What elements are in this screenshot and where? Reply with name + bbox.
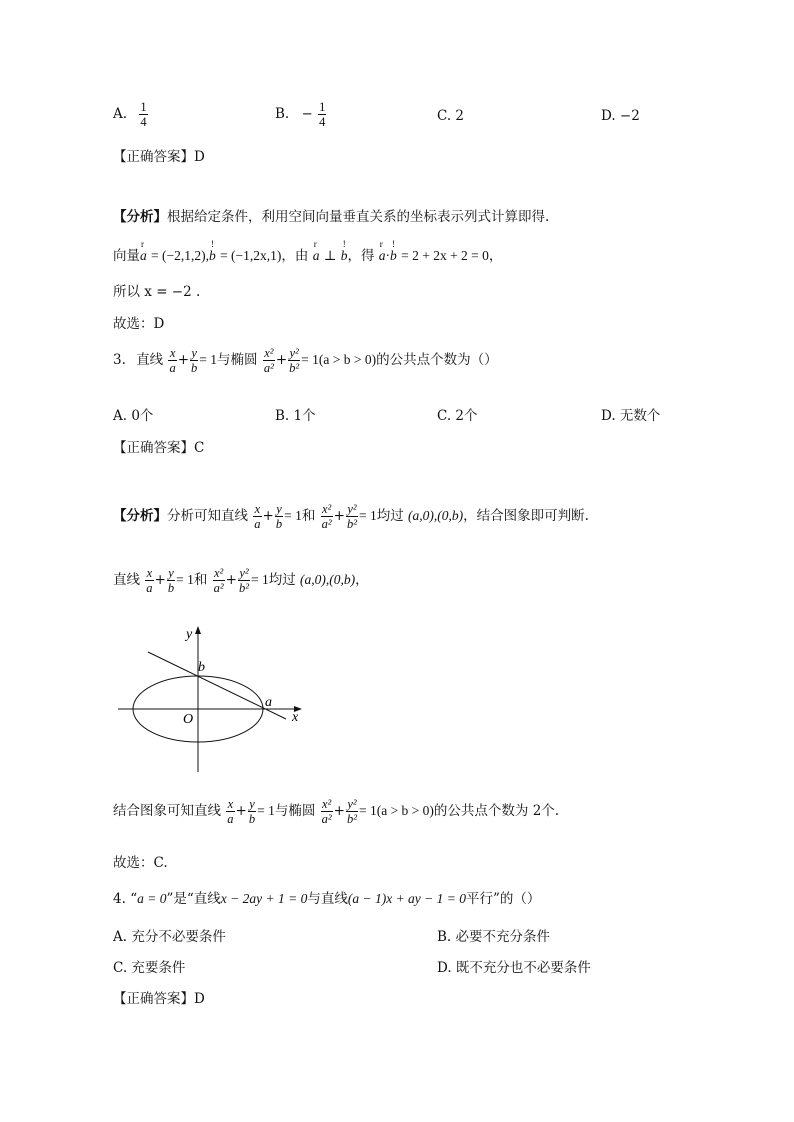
analysis-heading: 【分析】 — [113, 209, 167, 225]
vector-b-value: = (−1,2x,1) — [220, 248, 282, 263]
option-label: A. — [113, 106, 128, 122]
question-number: 3. — [113, 352, 126, 368]
text: 与椭圆 — [274, 803, 316, 819]
q3-answer: 【正确答案】C — [113, 440, 205, 456]
vector-b: ! b — [209, 248, 216, 264]
line-equation-1: x − 2ay + 1 = 0 — [220, 891, 308, 906]
text: ，结合图象即可判断. — [463, 508, 589, 524]
fraction-y-b: $\frac{y}{b}$ — [191, 346, 198, 375]
text: 的公共点个数为（） — [376, 352, 498, 368]
denominator: 4 — [140, 115, 147, 129]
fraction-x-a: $\frac{x}{a}$ — [169, 346, 176, 375]
fraction-x2-a2: $\frac{\text{x²}}{\text{a²}}$ — [321, 502, 332, 531]
line-equation-2: (a − 1)x + ay − 1 = 0 — [347, 891, 467, 906]
a-label: a — [265, 695, 272, 710]
fraction-y-b: $\frac{y}{b}$ — [275, 502, 283, 531]
analysis-text: 根据给定条件，利用空间向量垂直关系的坐标表示列式计算即得. — [167, 209, 550, 225]
analysis-heading: 【分析】 — [113, 508, 167, 524]
text: 和 — [301, 508, 316, 524]
fraction-x-a: $\frac{x}{a}$ — [254, 502, 261, 531]
q4-option-c: C. 充要条件 — [113, 960, 186, 976]
condition: = 1(a > b > 0) — [301, 352, 377, 367]
fraction-y2-b2: $\frac{\text{y²}}{\text{b²}}$ — [289, 346, 300, 375]
vector-b: ! b — [341, 248, 348, 264]
option-a — [113, 100, 149, 129]
fraction-y-b: $\frac{y}{b}$ — [167, 566, 175, 595]
text: ， — [355, 572, 369, 588]
q2-analysis — [113, 205, 549, 225]
condition: a = 0 — [137, 891, 167, 906]
points: (a,0),(0,b) — [300, 572, 356, 587]
text: 与直线 — [307, 891, 348, 907]
vector-b: ! b — [390, 248, 397, 264]
q3-option-c: C. 2个 — [437, 408, 478, 424]
denominator: 4 — [319, 115, 326, 129]
fraction-x2-a2: $\frac{\text{x²}}{\text{a²}}$ — [263, 346, 274, 375]
q3-question: 3. 直线 $\frac{x}{a}$ + $\frac{y}{b}$ = 1与椭圆 $\frac{\text{x²}}{\text{a²}}$ + $\frac{\text{y²}}{\text{b²}}$ = 1(a > b > 0)的公共点个数为（） — [113, 346, 498, 375]
ellipse-graph — [110, 622, 310, 777]
q2-result: 所以 x = −2 . — [113, 284, 201, 300]
q2-choose: 故选：D — [113, 316, 165, 332]
numerator: 1 — [140, 100, 147, 114]
vector-a-value: = (−2,1,2), — [151, 248, 210, 263]
fraction-y-b: $\frac{y}{b}$ — [248, 797, 256, 826]
q4-option-b: B. 必要不充分条件 — [437, 929, 551, 945]
option-d: D. −2 — [601, 108, 640, 124]
q3-option-d: D. 无数个 — [601, 408, 661, 424]
q3-line: 直线 $\frac{x}{a}$ + $\frac{y}{b}$ = 1和 $\frac{\text{x²}}{\text{a²}}$ + $\frac{\text{y²}}{\text{b²}}$ = 1均过 (a,0),(0,b)， — [113, 566, 369, 595]
text: = 1均过 — [358, 508, 404, 523]
fraction — [139, 100, 147, 129]
q4-option-a: A. 充分不必要条件 — [113, 929, 226, 945]
origin-label: O — [183, 712, 194, 727]
question-number: 4. — [113, 891, 126, 907]
option-b — [275, 100, 327, 129]
fraction-y2-b2: $\frac{\text{y²}}{\text{b²}}$ — [346, 797, 357, 826]
q4-question — [113, 887, 540, 907]
y-axis-arrow — [195, 626, 201, 634]
text: = 1均过 — [250, 572, 296, 587]
text: ，由 — [281, 248, 309, 264]
q4-option-d: D. 既不充分也不必要条件 — [437, 960, 591, 976]
q3-choose: 故选：C. — [113, 855, 168, 871]
x-label: x — [292, 710, 299, 725]
q3-conclusion: 结合图象可知直线 $\frac{x}{a}$ + $\frac{y}{b}$ = 1与椭圆 $\frac{\text{x²}}{\text{a²}}$ + $\frac{\text{y²}}{\text{b²}}$ = 1(a > b > 0)的公共点个数为 2个. — [113, 797, 560, 826]
y-label: y — [186, 627, 193, 642]
text: 平行”的（） — [466, 891, 541, 907]
text: 结合图象可知直线 — [113, 803, 221, 819]
q3-analysis: 【分析】分析可知直线 $\frac{x}{a}$ + $\frac{y}{b}$ = 1和 $\frac{\text{x²}}{\text{a²}}$ + $\frac{\text{y²}}{\text{b²}}$ = 1均过 (a,0),(0,b)，结合图象即可判断. — [113, 502, 589, 531]
option-label: B. — [275, 106, 290, 122]
vector-a: r a — [313, 248, 320, 264]
fraction-x-a: $\frac{x}{a}$ — [227, 797, 234, 826]
fraction-x2-a2: $\frac{\text{x²}}{\text{a²}}$ — [321, 797, 332, 826]
fraction-x-a: $\frac{x}{a}$ — [146, 566, 153, 595]
text: 与椭圆 — [217, 352, 258, 368]
text: 直线 — [113, 572, 140, 588]
vector-a: r a — [379, 248, 386, 264]
condition: = 1(a > b > 0) — [358, 803, 434, 818]
text: 向量 — [113, 248, 140, 264]
q2-vector-line — [113, 244, 502, 264]
vector-a: r a — [140, 248, 147, 264]
q3-option-b: B. 1个 — [275, 408, 316, 424]
numerator: 1 — [319, 100, 326, 114]
fraction-y2-b2: $\frac{\text{y²}}{\text{b²}}$ — [346, 502, 357, 531]
text: ”是“直线 — [166, 891, 221, 907]
equation: = 2 + 2x + 2 = 0， — [401, 248, 503, 263]
q2-answer: 【正确答案】D — [113, 149, 205, 165]
minus-sign: − — [301, 106, 313, 122]
text: 和 — [193, 572, 208, 588]
text: ，得 — [347, 248, 375, 264]
fraction-y2-b2: $\frac{\text{y²}}{\text{b²}}$ — [238, 566, 249, 595]
perp-symbol: ⊥ — [323, 248, 337, 263]
fraction — [318, 100, 326, 129]
text: 分析可知直线 — [167, 508, 248, 524]
dot-symbol: · — [385, 248, 391, 263]
points: (a,0),(0,b) — [408, 508, 464, 523]
text: 的公共点个数为 2个. — [433, 803, 560, 819]
fraction-x2-a2: $\frac{\text{x²}}{\text{a²}}$ — [213, 566, 224, 595]
text: 直线 — [136, 352, 164, 368]
b-label: b — [198, 660, 205, 675]
q4-answer: 【正确答案】D — [113, 991, 205, 1007]
option-c: C. 2 — [437, 108, 465, 124]
q3-option-a: A. 0个 — [113, 408, 154, 424]
text: “ — [130, 891, 138, 907]
